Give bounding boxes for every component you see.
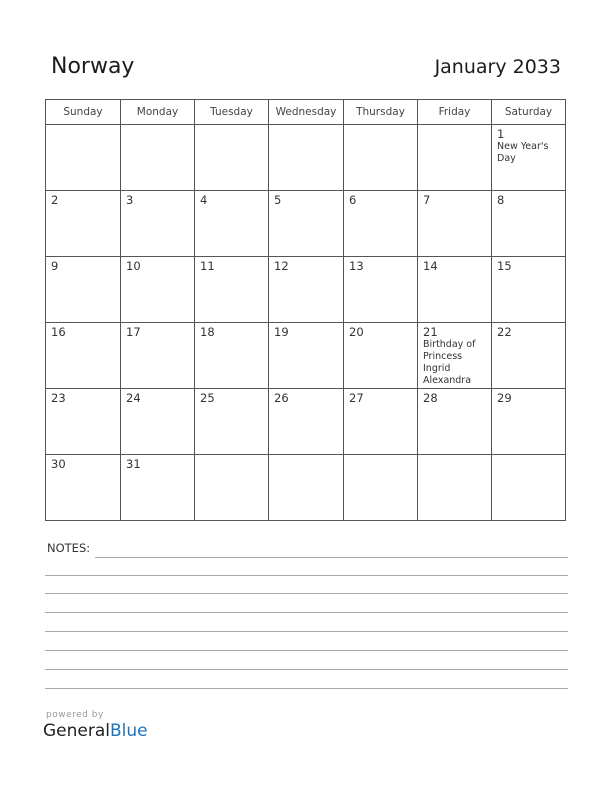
holiday-label: New Year's Day [497,141,549,164]
day-number: 22 [497,325,512,339]
day-number: 6 [349,193,357,207]
day-number: 11 [200,259,215,273]
day-cell [492,257,566,323]
weekday-monday: Monday [121,100,195,125]
day-cell [492,389,566,455]
weekday-saturday: Saturday [492,100,566,125]
day-number: 27 [349,391,364,405]
weekday-sunday: Sunday [46,100,121,125]
day-number [269,125,343,127]
day-cell [121,455,195,521]
note-line [45,612,568,613]
day-number: 18 [200,325,215,339]
day-number: 10 [126,259,141,273]
week-row [46,257,566,323]
day-cell [46,191,121,257]
day-cell [418,455,492,521]
day-number [492,455,565,457]
day-number: 29 [497,391,512,405]
day-number: 19 [274,325,289,339]
week-row [46,455,566,521]
calendar-grid [45,99,566,521]
day-number: 24 [126,391,141,405]
day-cell [418,389,492,455]
day-cell [269,455,344,521]
day-number [46,125,120,127]
day-cell [195,191,269,257]
day-number: 21 [423,325,438,339]
note-line [95,557,568,558]
day-cell [269,323,344,389]
day-cell [195,125,269,191]
month-year-title: January 2033 [434,56,561,78]
day-cell [269,125,344,191]
day-cell [492,455,566,521]
week-row [46,389,566,455]
day-cell [344,323,418,389]
day-number [418,455,491,457]
note-line [45,669,568,670]
day-cell [121,125,195,191]
day-number [195,455,268,457]
notes-label: NOTES: [47,541,91,555]
weekday-tuesday: Tuesday [195,100,269,125]
brand-general: General [43,721,110,741]
day-number: 13 [349,259,364,273]
brand-blue: Blue [110,721,148,741]
day-number [344,125,417,127]
note-line [45,650,568,651]
week-row [46,191,566,257]
country-title: Norway [51,54,135,79]
day-cell [46,455,121,521]
note-line [45,631,568,632]
day-number: 17 [126,325,141,339]
note-line [45,593,568,594]
week-row [46,125,566,191]
day-number: 25 [200,391,215,405]
weekday-wednesday: Wednesday [269,100,344,125]
day-number: 23 [51,391,66,405]
day-number: 7 [423,193,431,207]
day-cell [344,191,418,257]
day-number [344,455,417,457]
day-number: 14 [423,259,438,273]
day-cell [492,125,566,191]
day-cell [418,257,492,323]
day-cell [344,257,418,323]
weekday-friday: Friday [418,100,492,125]
day-number: 1 [497,127,505,141]
day-number: 16 [51,325,66,339]
day-number: 30 [51,457,66,471]
day-cell [344,455,418,521]
day-cell [492,191,566,257]
day-cell [195,257,269,323]
day-number [269,455,343,457]
day-cell [121,389,195,455]
generalblue-logo [43,721,148,741]
week-row [46,323,566,389]
day-cell [46,323,121,389]
day-number: 15 [497,259,512,273]
day-number: 12 [274,259,289,273]
day-cell [344,389,418,455]
day-number [121,125,194,127]
holiday-label: Birthday of Princess Ingrid Alexandra [423,339,476,386]
day-cell [121,257,195,323]
day-number: 31 [126,457,141,471]
day-cell [195,455,269,521]
note-line [45,688,568,689]
note-line [45,575,568,576]
day-cell [269,257,344,323]
powered-by-text: powered by [46,710,104,720]
day-cell [418,125,492,191]
day-cell [46,257,121,323]
day-cell [121,323,195,389]
day-cell [269,389,344,455]
day-number: 3 [126,193,134,207]
weekday-thursday: Thursday [344,100,418,125]
day-cell [344,125,418,191]
day-cell [195,323,269,389]
day-cell [418,191,492,257]
day-cell [492,323,566,389]
day-number [418,125,491,127]
day-cell [46,389,121,455]
day-number: 2 [51,193,59,207]
day-number: 28 [423,391,438,405]
day-cell [418,323,492,389]
day-cell [46,125,121,191]
day-number: 26 [274,391,289,405]
day-number [195,125,268,127]
day-number: 8 [497,193,505,207]
day-number: 4 [200,193,208,207]
day-number: 9 [51,259,59,273]
day-number: 20 [349,325,364,339]
day-cell [269,191,344,257]
day-cell [121,191,195,257]
weekday-header-row [46,100,566,125]
day-number: 5 [274,193,282,207]
day-cell [195,389,269,455]
